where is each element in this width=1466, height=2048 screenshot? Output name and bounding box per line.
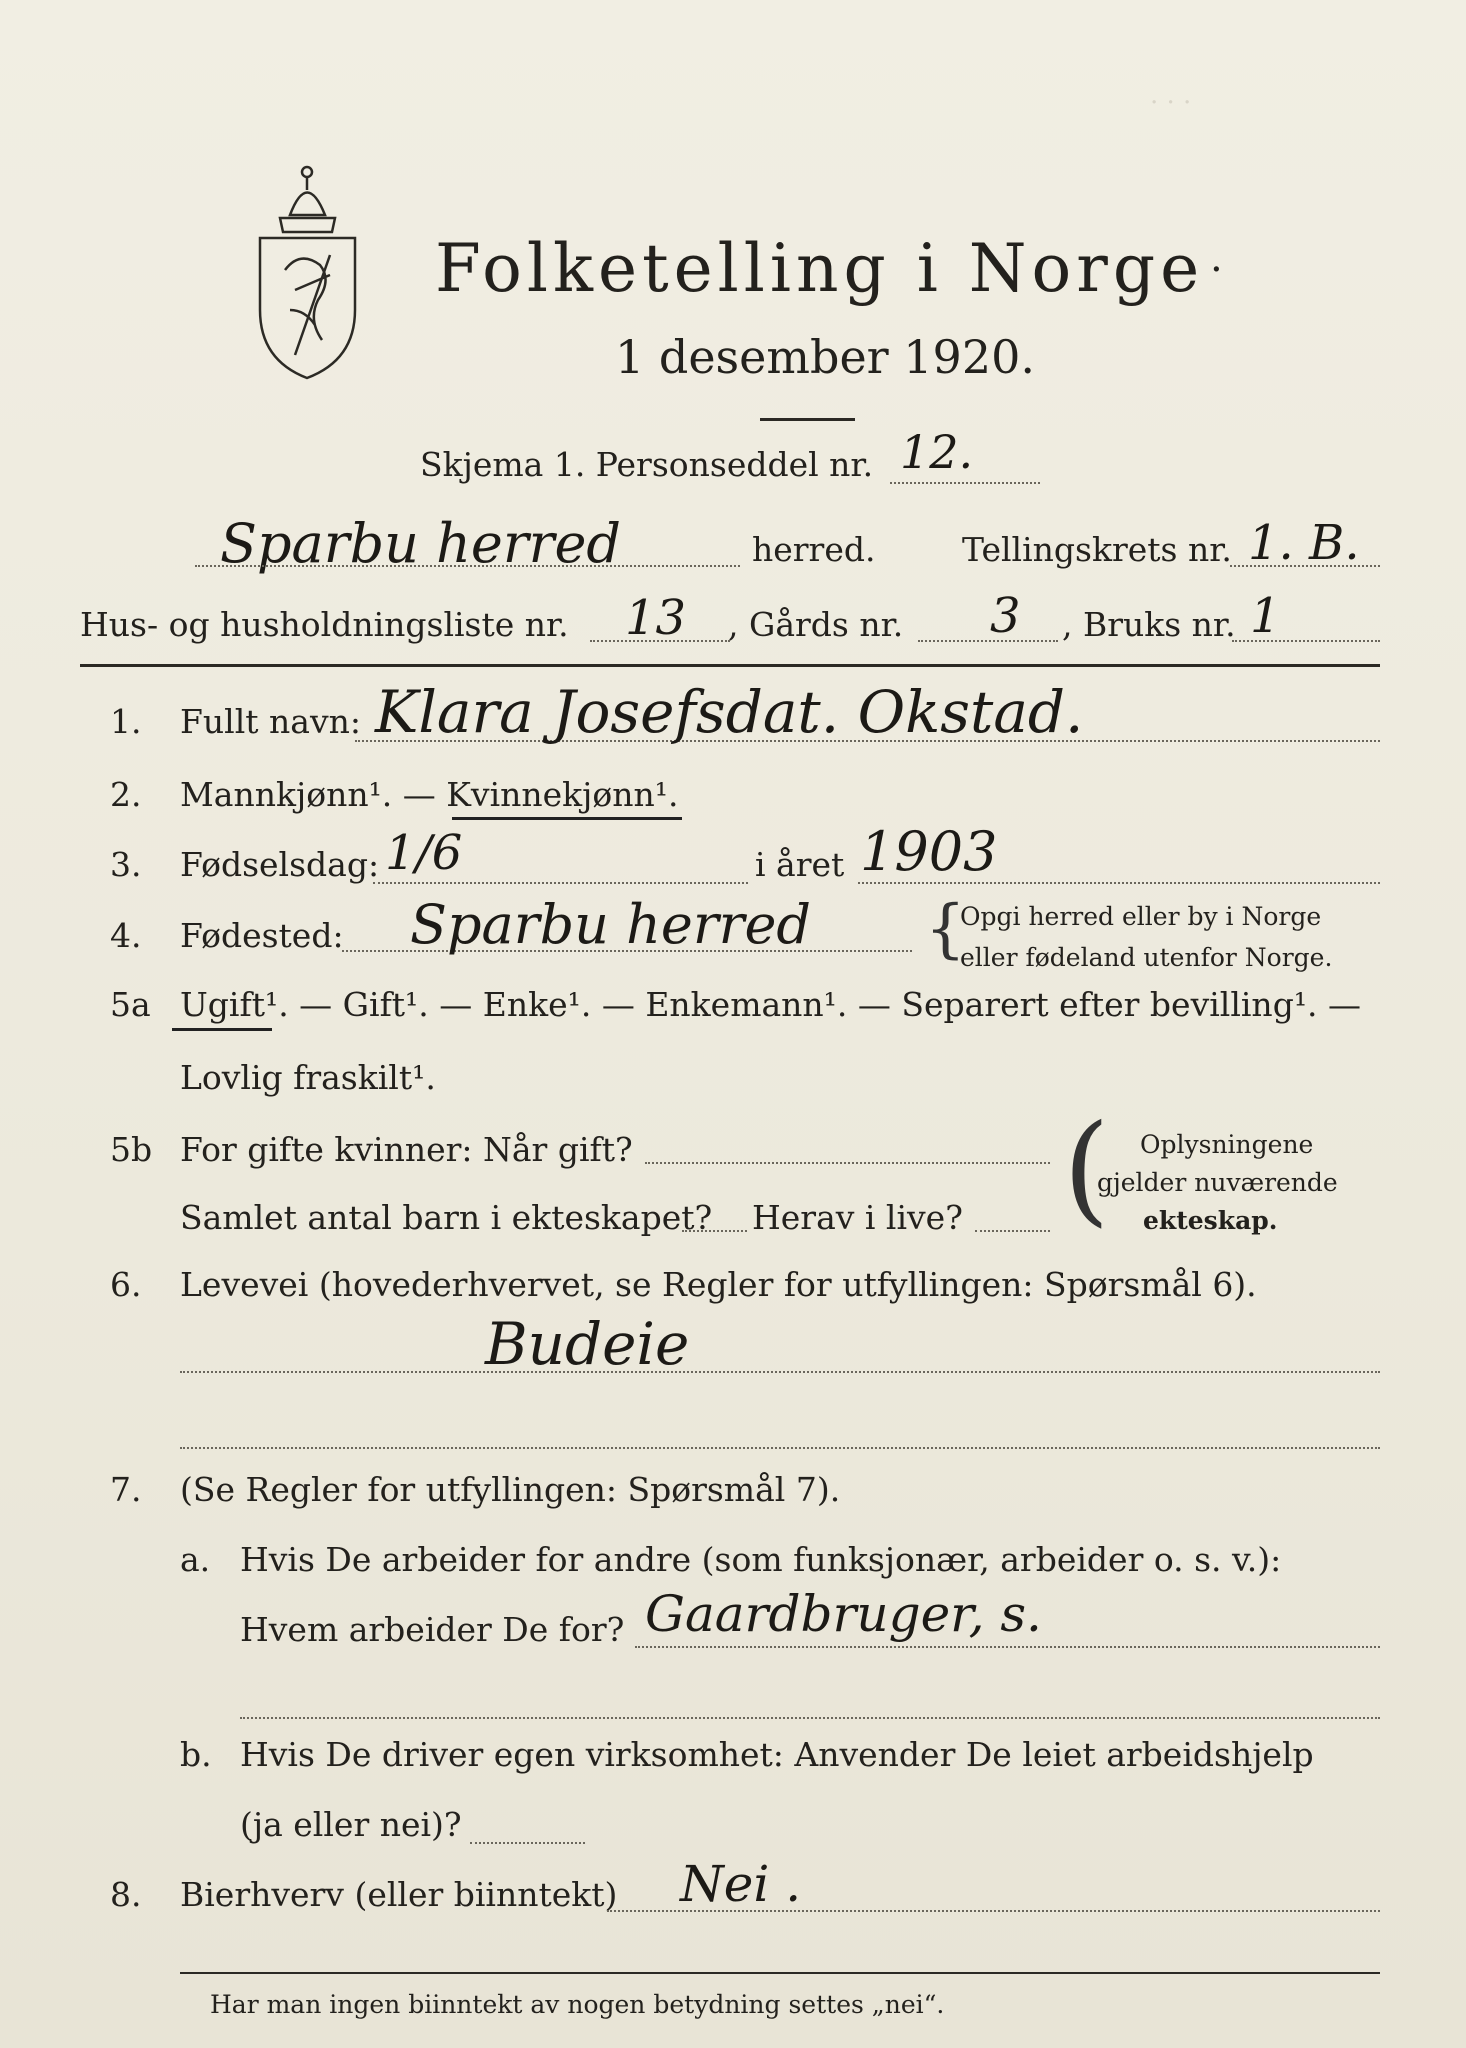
q2-number: 2. (110, 775, 142, 814)
footer-note: Har man ingen biinntekt av nogen betydning settes „nei“. (210, 1990, 945, 2019)
gards-value[interactable]: 3 (990, 588, 1021, 644)
schema-label: Skjema 1. Personseddel nr. (420, 445, 874, 484)
birth-year-value[interactable]: 1903 (860, 820, 998, 883)
marriage-note-line1: Oplysningene (1140, 1130, 1314, 1159)
bleed-through-text: . . . (1150, 80, 1192, 110)
q3-number: 3. (110, 845, 142, 884)
tellingskrets-value[interactable]: 1. B. (1248, 515, 1360, 571)
hired-help-label: (ja eller nei)? (240, 1805, 462, 1844)
title-period: . (1210, 235, 1228, 281)
married-when-field-line (645, 1162, 1050, 1164)
employer-value[interactable]: Gaardbruger, s. (645, 1585, 1042, 1643)
employer-field-line (635, 1646, 1380, 1648)
personseddel-field-line (890, 482, 1040, 484)
marriage-note-line3: ekteskap. (1143, 1206, 1278, 1235)
form-subtitle: 1 desember 1920. (615, 330, 1035, 384)
q5b-number: 5b (110, 1130, 153, 1169)
q5a-number: 5a (110, 985, 151, 1024)
husliste-value[interactable]: 13 (625, 590, 687, 646)
birthplace-note-line1: Opgi herred eller by i Norge (960, 902, 1322, 931)
title-divider (760, 418, 855, 421)
marital-status-options-cont: Lovlig fraskilt¹. (180, 1058, 436, 1097)
sex-options: Mannkjønn¹. — Kvinnekjønn¹. (180, 775, 679, 814)
birthplace-note-brace: { (925, 892, 966, 966)
hired-help-field-line (470, 1842, 585, 1844)
kvinnekjonn-underline (452, 817, 682, 820)
herred-label: herred. (752, 530, 876, 569)
header-divider (80, 664, 1380, 667)
marriage-note-brace: ( (1063, 1100, 1110, 1239)
personseddel-value[interactable]: 12. (900, 425, 974, 479)
occupation-field-line-1 (180, 1371, 1380, 1373)
employer-label: Hvem arbeider De for? (240, 1610, 625, 1649)
coat-of-arms-icon (250, 160, 365, 380)
gards-label: , Gårds nr. (728, 605, 904, 644)
gards-field-line (918, 640, 1058, 642)
side-income-label: Bierhverv (eller biinntekt) (180, 1875, 618, 1914)
marriage-note-line2: gjelder nuværende (1097, 1168, 1338, 1197)
occupation-field-line-2 (180, 1447, 1380, 1449)
q7-label: (Se Regler for utfyllingen: Spørsmål 7). (180, 1470, 841, 1509)
q1-number: 1. (110, 702, 142, 741)
employer-field-line-2 (240, 1717, 1380, 1719)
birthday-value[interactable]: 1/6 (385, 825, 463, 881)
tellingskrets-label: Tellingskrets nr. (962, 530, 1232, 569)
footer-divider (180, 1972, 1380, 1974)
birth-year-label: i året (755, 845, 845, 884)
children-count-label: Samlet antal barn i ekteskapet? (180, 1198, 713, 1237)
q7b-line1: Hvis De driver egen virksomhet: Anvender De leiet arbeidshjelp (240, 1735, 1314, 1774)
q4-number: 4. (110, 916, 142, 955)
occupation-value[interactable]: Budeie (485, 1310, 690, 1378)
ugift-underline (172, 1028, 272, 1031)
q1-label: Fullt navn: (180, 702, 361, 741)
side-income-value[interactable]: Nei . (680, 1855, 802, 1913)
herred-field-line (195, 565, 740, 567)
q6-number: 6. (110, 1265, 142, 1304)
children-alive-label: Herav i live? (752, 1198, 963, 1237)
birthday-field-line (373, 882, 748, 884)
marital-status-options: Ugift¹. — Gift¹. — Enke¹. — Enkemann¹. — Separert efter bevilling¹. — (180, 985, 1362, 1024)
q7b-number: b. (180, 1735, 212, 1774)
married-when-label: For gifte kvinner: Når gift? (180, 1130, 633, 1169)
q3-label: Fødselsdag: (180, 845, 380, 884)
q7a-number: a. (180, 1540, 211, 1579)
occupation-label: Levevei (hovederhvervet, se Regler for utfyllingen: Spørsmål 6). (180, 1265, 1257, 1304)
q7a-line1: Hvis De arbeider for andre (som funksjonær, arbeider o. s. v.): (240, 1540, 1282, 1579)
q4-label: Fødested: (180, 916, 344, 955)
birthplace-note-line2: eller fødeland utenfor Norge. (960, 943, 1333, 972)
full-name-value[interactable]: Klara Josefsdat. Okstad. (375, 678, 1084, 746)
husliste-label: Hus- og husholdningsliste nr. (80, 605, 569, 644)
children-count-field-line (682, 1230, 747, 1232)
children-alive-field-line (975, 1230, 1050, 1232)
form-title: Folketelling i Norge (435, 230, 1205, 307)
bruks-label: , Bruks nr. (1062, 605, 1236, 644)
birthplace-value[interactable]: Sparbu herred (410, 893, 811, 956)
herred-value[interactable]: Sparbu herred (220, 512, 621, 575)
q8-number: 8. (110, 1875, 142, 1914)
bruks-value[interactable]: 1 (1250, 588, 1281, 644)
q7-number: 7. (110, 1470, 142, 1509)
